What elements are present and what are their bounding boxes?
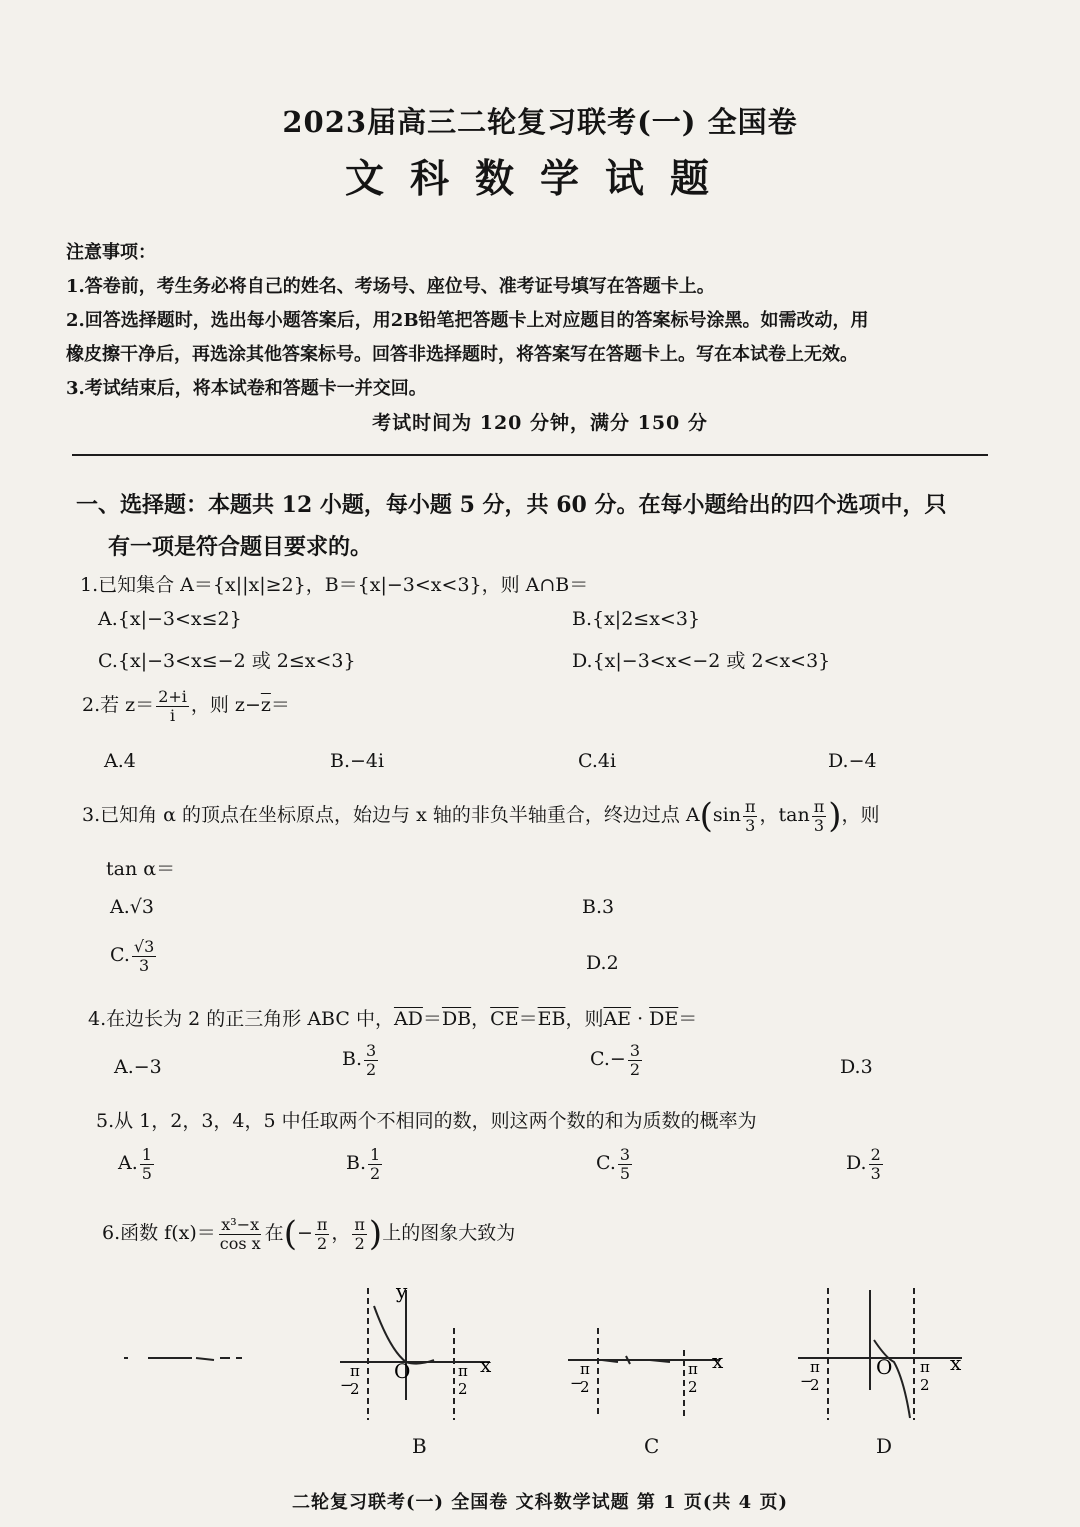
graph-c-x-label: x (712, 1349, 724, 1373)
q3-frac-1 (743, 798, 758, 834)
q6-interval-right (352, 1216, 367, 1252)
exam-series-title: 2023届高三二轮复习联考(一) 全国卷 (282, 105, 798, 139)
graph-d-pos-two: 2 (920, 1376, 930, 1394)
exam-time: 考试时间为 120 分钟，满分 150 分 (372, 412, 708, 434)
q4-option-b-frac (364, 1042, 378, 1078)
q6-interval-left (315, 1216, 330, 1252)
q6-stem-post: 上的图象大致为 (382, 1222, 516, 1244)
q5-option-c-den: 5 (619, 1163, 631, 1183)
q3-option-b: B.3 (582, 896, 615, 918)
q4-vector-de: $\overline{DE}$ (649, 1008, 679, 1030)
q3-option-c (110, 938, 158, 974)
graph-label-c: C (644, 1434, 660, 1458)
q2-stem-mid: ，则 z− (190, 694, 261, 717)
notice-item-3: 3.考试结束后，将本试卷和答题卡一并交回。 (66, 378, 427, 399)
q3-option-a: A.√3 (110, 896, 154, 918)
q5-option-d-label: D. (846, 1152, 867, 1175)
notice-item-2a: 2.回答选择题时，选出每小题答案后，用2B铅笔把答题卡上对应题目的答案标号涂黑。如需改动，用 (66, 310, 869, 331)
q4-vector-ad: $\overline{AD}$ (393, 1008, 423, 1030)
q4-option-b-num: 3 (366, 1041, 377, 1060)
graph-d-origin: O (876, 1355, 893, 1379)
q2-option-b: B.−4i (330, 750, 385, 772)
graph-c-neg-pi: π (580, 1360, 590, 1378)
q5-option-a-label: A. (118, 1152, 138, 1175)
question-6-stem: 6.函数 f(x)＝ $\frac{\text{x³−x}}{\text{cos x}}$ 在(− $\frac{\pi}{2}$ ， $\frac{\pi}{2}$ )上的图象大致为 (102, 1214, 516, 1254)
q6-stem-pre: 6.函数 f(x)＝ (102, 1222, 216, 1244)
q6-func-num: x³−x (221, 1214, 260, 1234)
page-footer: 二轮复习联考(一) 全国卷 文科数学试题 第 1 页(共 4 页) (292, 1492, 788, 1513)
q4-option-b (342, 1042, 380, 1078)
q4-eq-3: ＝ (678, 1008, 698, 1030)
graph-b-curve (374, 1306, 434, 1364)
graph-b-neg-sign: − (340, 1376, 353, 1394)
q5-option-b-den: 2 (370, 1163, 381, 1183)
q6-func-den: cos x (219, 1233, 261, 1253)
q3-frac-1-den: 3 (745, 815, 756, 835)
q4-option-c-num: 3 (629, 1041, 641, 1060)
graph-option-d (790, 1280, 970, 1430)
q3-frac-2-num: π (813, 796, 825, 816)
q4-option-c-label: C.− (590, 1048, 626, 1071)
graph-b-pos-pi: π (458, 1362, 468, 1380)
graph-d-x-label: x (950, 1351, 962, 1375)
q6-interval-right-num: π (354, 1214, 365, 1234)
graph-a-curve (196, 1358, 214, 1360)
q3-tan: tan (778, 804, 810, 826)
q6-interval-left-den: 2 (317, 1233, 328, 1253)
q1-option-b: B.{x|2≤x<3} (572, 608, 701, 630)
q3-option-c-num: √3 (133, 937, 155, 956)
graph-c-pos-two: 2 (688, 1378, 698, 1396)
q5-option-c-frac (618, 1146, 632, 1182)
graph-c-neg-sign: − (570, 1374, 583, 1392)
graph-b-pos-two: 2 (458, 1380, 468, 1398)
q3-option-d: D.2 (586, 952, 619, 974)
q5-option-d-frac (869, 1146, 883, 1182)
q4-eq-2: ＝ (518, 1008, 538, 1030)
q2-option-d: D.−4 (828, 750, 877, 772)
graph-d-pos-pi: π (920, 1358, 930, 1376)
q4-vector-ae: $\overline{AE}$ (603, 1008, 632, 1030)
q5-option-a-num: 1 (141, 1145, 152, 1164)
question-3-stem: 3.已知角 α 的顶点在坐标原点，始边与 x 轴的非负半轴重合，终边过点 A(sin $\frac{\pi}{3}$ ，tan $\frac{\pi}{3}$ )，则 (82, 796, 880, 836)
q2-frac-num: 2+i (158, 687, 187, 706)
graph-d-neg-pi: π (810, 1358, 820, 1376)
graph-b-neg-two: 2 (350, 1380, 360, 1398)
q2-stem-pre: 2.若 z＝ (82, 694, 155, 717)
q5-option-a-frac (140, 1146, 154, 1182)
q2-option-a: A.4 (104, 750, 136, 772)
question-1-stem: 1.已知集合 A＝{x||x|≥2}，B＝{x|−3<x<3}，则 A∩B＝ (80, 574, 589, 596)
q1-option-d: D.{x|−3<x<−2 或 2<x<3} (572, 650, 831, 672)
graph-b-x-label: x (480, 1353, 492, 1377)
graph-option-c (560, 1320, 740, 1430)
q3-frac-2-den: 3 (813, 815, 825, 835)
q2-option-c: C.4i (578, 750, 617, 772)
q3-stem-post: ，则 (841, 804, 880, 826)
q6-interval-comma: ， (331, 1222, 351, 1244)
question-3-stem-line2: tan α＝ (106, 858, 176, 880)
q4-sep: ， (471, 1008, 491, 1030)
q2-stem-post: ＝ (270, 694, 290, 717)
q4-dot: · (631, 1008, 650, 1030)
q4-eq-1: ＝ (422, 1008, 442, 1030)
q3-comma: ， (759, 804, 779, 826)
q4-stem-pre: 4.在边长为 2 的正三角形 ABC 中， (88, 1008, 394, 1030)
q4-option-c-den: 2 (629, 1059, 641, 1079)
q4-vector-eb: $\overline{EB}$ (537, 1008, 566, 1030)
question-5-stem: 5.从 1，2，3，4，5 中任取两个不相同的数，则这两个数的和为质数的概率为 (96, 1110, 757, 1132)
q6-function-frac (218, 1216, 263, 1252)
exam-subject-title: 文科数学试题 (344, 156, 735, 202)
q4-vector-ce: $\overline{CE}$ (490, 1008, 519, 1030)
q1-option-a: A.{x|−3<x≤2} (98, 608, 242, 630)
graph-b-neg-pi: π (350, 1362, 360, 1380)
divider (72, 454, 988, 456)
q3-sin: sin (712, 804, 741, 826)
section-heading: 一、选择题：本题共 12 小题，每小题 5 分，共 60 分。在每小题给出的四个选项中，只 (76, 492, 947, 518)
q4-option-c-frac (628, 1042, 642, 1078)
q5-option-b-num: 1 (370, 1145, 381, 1164)
q6-stem-mid: 在 (264, 1222, 284, 1244)
q2-conjugate: $\overline{z}$ (260, 694, 271, 717)
graph-d-neg-sign: − (800, 1372, 813, 1390)
q1-option-c: C.{x|−3<x≤−2 或 2≤x<3} (98, 650, 356, 672)
notice-item-1: 1.答卷前，考生务必将自己的姓名、考场号、座位号、准考证号填写在答题卡上。 (66, 276, 715, 297)
q5-option-c (596, 1146, 634, 1182)
question-2-stem (82, 688, 290, 724)
q6-interval-left-num: π (316, 1214, 328, 1234)
q5-option-b (346, 1146, 384, 1182)
q3-option-c-label: C. (110, 944, 130, 967)
q3-option-c-frac (132, 938, 156, 974)
q5-option-c-num: 3 (619, 1145, 631, 1164)
q4-vector-db: $\overline{DB}$ (441, 1008, 472, 1030)
q4-option-a: A.−3 (114, 1056, 162, 1078)
graph-b-origin: O (394, 1359, 411, 1383)
q3-stem-pre: 3.已知角 α 的顶点在坐标原点，始边与 x 轴的非负半轴重合，终边过点 A (82, 804, 700, 826)
q5-option-c-label: C. (596, 1152, 616, 1175)
section-heading-cont: 有一项是符合题目要求的。 (108, 534, 373, 560)
q4-option-d: D.3 (840, 1056, 873, 1078)
q5-option-d (846, 1146, 885, 1182)
q4-option-b-den: 2 (366, 1059, 377, 1079)
graph-b-y-label: y (396, 1279, 408, 1303)
q4-then: ，则 (565, 1008, 604, 1030)
graph-label-d: D (876, 1434, 893, 1458)
question-4-stem (88, 1004, 697, 1031)
q2-frac-den: i (169, 705, 176, 725)
graph-label-b: B (412, 1434, 427, 1458)
q5-option-a-den: 5 (141, 1163, 152, 1183)
q6-interval-neg: − (296, 1222, 313, 1244)
q2-fraction (156, 688, 189, 724)
q5-option-b-frac (368, 1146, 382, 1182)
notice-item-2b: 橡皮擦干净后，再选涂其他答案标号。回答非选择题时，将答案写在答题卡上。写在本试卷上无效。 (66, 344, 858, 365)
q5-option-a (118, 1146, 156, 1182)
q3-option-c-den: 3 (139, 955, 150, 975)
q6-interval-right-den: 2 (354, 1233, 365, 1253)
q4-option-c (590, 1042, 644, 1078)
q5-option-b-label: B. (346, 1152, 367, 1175)
graph-c-neg-two: 2 (580, 1378, 590, 1396)
q5-option-d-den: 3 (870, 1163, 881, 1183)
q3-frac-2 (812, 798, 827, 834)
notice-heading: 注意事项： (66, 242, 156, 263)
q4-option-b-label: B. (342, 1048, 363, 1071)
graph-option-a (120, 1340, 250, 1380)
q5-option-d-num: 2 (870, 1145, 881, 1164)
q3-frac-1-num: π (744, 796, 756, 816)
graph-d-curve (874, 1340, 910, 1418)
graph-option-b (330, 1280, 510, 1430)
graph-d-neg-two: 2 (810, 1376, 820, 1394)
graph-c-pos-pi: π (688, 1360, 698, 1378)
